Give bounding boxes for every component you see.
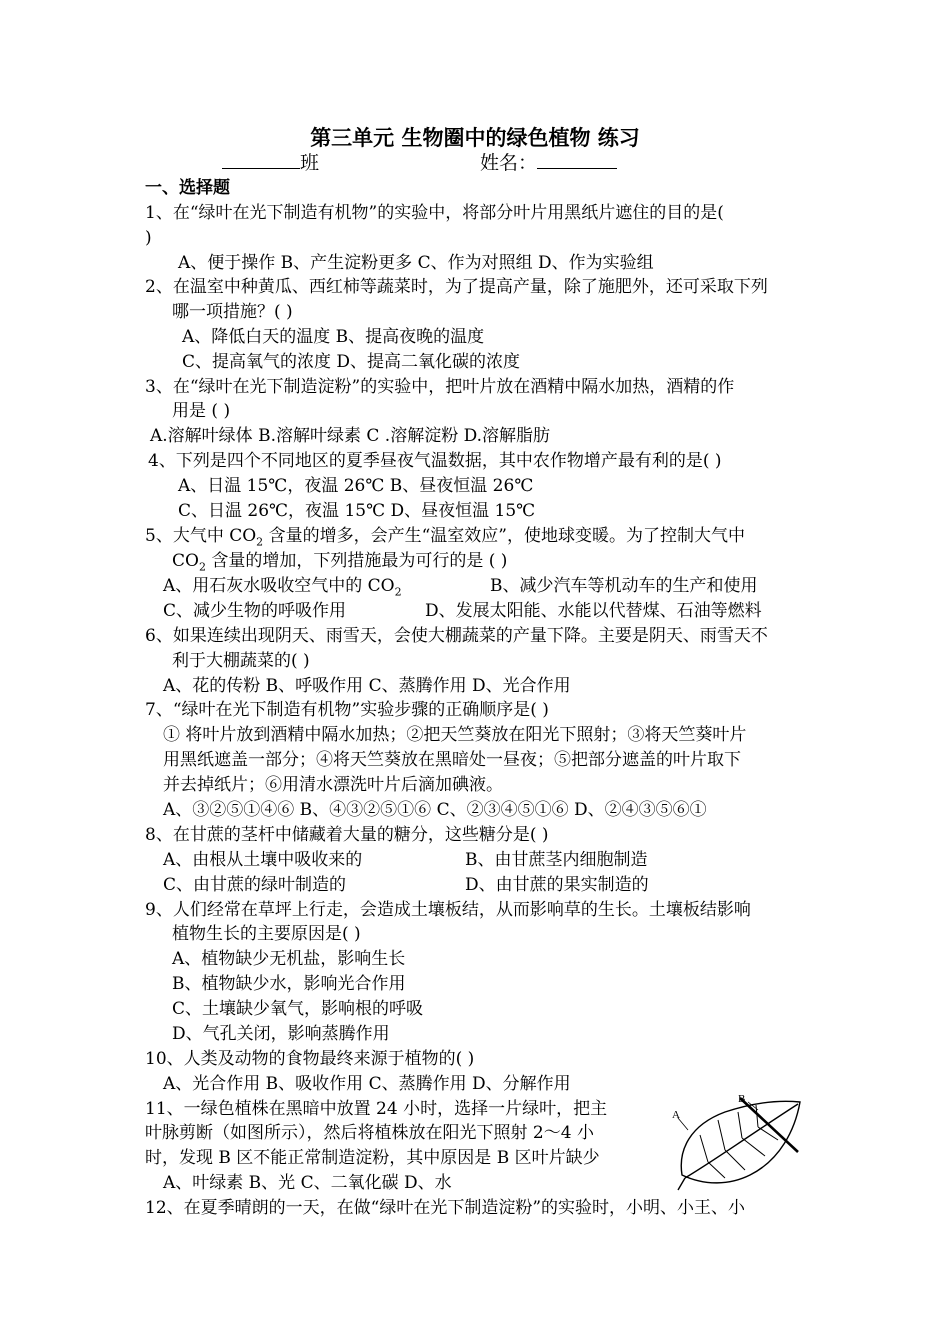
q7-stem: 7、“绿叶在光下制造有机物”实验步骤的正确顺序是( ) [145, 700, 549, 720]
q9-option-c: C、土壤缺少氧气，影响根的呼吸 [172, 999, 424, 1019]
q5-option-b: B、减少汽车等机动车的生产和使用 [490, 576, 758, 596]
leaf-side-veins-lower [708, 1127, 778, 1178]
q5-option-d: D、发展太阳能、水能以代替煤、石油等燃料 [425, 601, 762, 621]
q11-options: A、叶绿素 B、光 C、二氧化碳 D、水 [163, 1173, 452, 1193]
q9-option-d: D、气孔关闭，影响蒸腾作用 [172, 1024, 390, 1044]
q8-option-d: D、由甘蔗的果实制造的 [465, 875, 649, 895]
q12-stem-1: 12、在夏季晴朗的一天，在做“绿叶在光下制造淀粉”的实验时，小明、小王、小 [145, 1198, 746, 1218]
q11-stem-2: 叶脉剪断（如图所示），然后将植株放在阳光下照射 2～4 小 [145, 1123, 594, 1143]
q3-stem-cont: 用是 ( ) [172, 401, 231, 421]
q7-step-2: 用黑纸遮盖一部分；④将天竺葵放在黑暗处一昼夜；⑤把部分遮盖的叶片取下 [163, 750, 741, 770]
q4-stem: 4、下列是四个不同地区的夏季昼夜气温数据，其中农作物增产最有利的是( ) [148, 451, 722, 471]
q8-option-c: C、由甘蔗的绿叶制造的 [163, 875, 347, 895]
name-blank [537, 150, 617, 169]
q4-options-1: A、日温 15℃，夜温 26℃ B、昼夜恒温 26℃ [178, 476, 534, 496]
leaf-diagram [670, 1090, 805, 1195]
q1-options: A、便于操作 B、产生淀粉更多 C、作为对照组 D、作为实验组 [178, 253, 654, 273]
q3-stem: 3、在“绿叶在光下制造淀粉”的实验中，把叶片放在酒精中隔水加热，酒精的作 [145, 377, 735, 397]
label-b: B [738, 1093, 746, 1105]
q11-stem-3: 时，发现 B 区不能正常制造淀粉，其中原因是 B 区叶片缺少 [145, 1148, 600, 1168]
class-label: 班 [300, 152, 320, 174]
leaf-petiole [678, 1178, 685, 1190]
name-label: 姓名： [480, 152, 538, 174]
q2-options-1: A、降低白天的温度 B、提高夜晚的温度 [182, 327, 485, 347]
q11-stem-1: 11、一绿色植株在黑暗中放置 24 小时，选择一片绿叶，把主 [145, 1099, 608, 1119]
cut-line [740, 1098, 798, 1152]
class-field [222, 150, 319, 174]
name-field [480, 150, 617, 174]
q5-stem: 5、大气中 $CO_2$ 含量的增多，会产生“温室效应”，使地球变暖。为了控制大气中 [145, 526, 745, 549]
q7-step-3: 并去掉纸片；⑥用清水漂洗叶片后滴加碘液。 [163, 775, 503, 795]
q3-options: A.溶解叶绿体 B.溶解叶绿素 C .溶解淀粉 D.溶解脂肪 [150, 426, 551, 446]
label-a: A [672, 1109, 680, 1121]
q6-stem: 6、如果连续出现阴天、雨雪天，会使大棚蔬菜的产量下降。主要是阴天、雨雪天不 [145, 626, 768, 646]
q8-option-a: A、由根从土壤中吸收来的 [163, 850, 363, 870]
q8-stem: 8、在甘蔗的茎杆中储藏着大量的糖分，这些糖分是( ) [145, 825, 549, 845]
q1-stem: 1、在“绿叶在光下制造有机物”的实验中，将部分叶片用黑纸片遮住的目的是( [145, 203, 724, 223]
q9-option-b: B、植物缺少水，影响光合作用 [172, 974, 406, 994]
q10-options: A、光合作用 B、吸收作用 C、蒸腾作用 D、分解作用 [163, 1074, 571, 1094]
page-title: 第三单元 生物圈中的绿色植物 练习 [310, 126, 640, 150]
q1-stem-cont: ) [145, 228, 152, 248]
q2-options-2: C、提高氧气的浓度 D、提高二氧化碳的浓度 [182, 352, 521, 372]
section-heading: 一、选择题 [145, 178, 230, 198]
q2-stem-cont: 哪一项措施？( ) [172, 302, 293, 322]
q5-option-a: A、用石灰水吸收空气中的 $CO_2$ [163, 576, 402, 599]
q2-stem: 2、在温室中种黄瓜、西红柿等蔬菜时，为了提高产量，除了施肥外，还可采取下列 [145, 277, 768, 297]
q7-step-1: ① 将叶片放到酒精中隔水加热；②把天竺葵放在阳光下照射；③将天竺葵叶片 [163, 725, 747, 745]
class-blank [222, 150, 300, 169]
q10-stem: 10、人类及动物的食物最终来源于植物的( ) [145, 1049, 475, 1069]
q4-options-2: C、日温 26℃，夜温 15℃ D、昼夜恒温 15℃ [178, 501, 536, 521]
q9-stem-cont: 植物生长的主要原因是( ) [172, 924, 361, 944]
q5-option-c: C、减少生物的呼吸作用 [163, 601, 347, 621]
q6-stem-cont: 利于大棚蔬菜的( ) [172, 651, 310, 671]
q8-option-b: B、由甘蔗茎内细胞制造 [465, 850, 648, 870]
q6-options: A、花的传粉 B、呼吸作用 C、蒸腾作用 D、光合作用 [163, 676, 571, 696]
q9-option-a: A、植物缺少无机盐，影响生长 [172, 949, 406, 969]
q9-stem: 9、人们经常在草坪上行走，会造成土壤板结，从而影响草的生长。土壤板结影响 [145, 900, 751, 920]
q7-options: A、③②⑤①④⑥ B、④③②⑤①⑥ C、②③④⑤①⑥ D、②④③⑤⑥① [163, 800, 707, 820]
q5-stem-cont: $CO_2$ 含量的增加，下列措施最为可行的是 ( ) [172, 551, 508, 574]
